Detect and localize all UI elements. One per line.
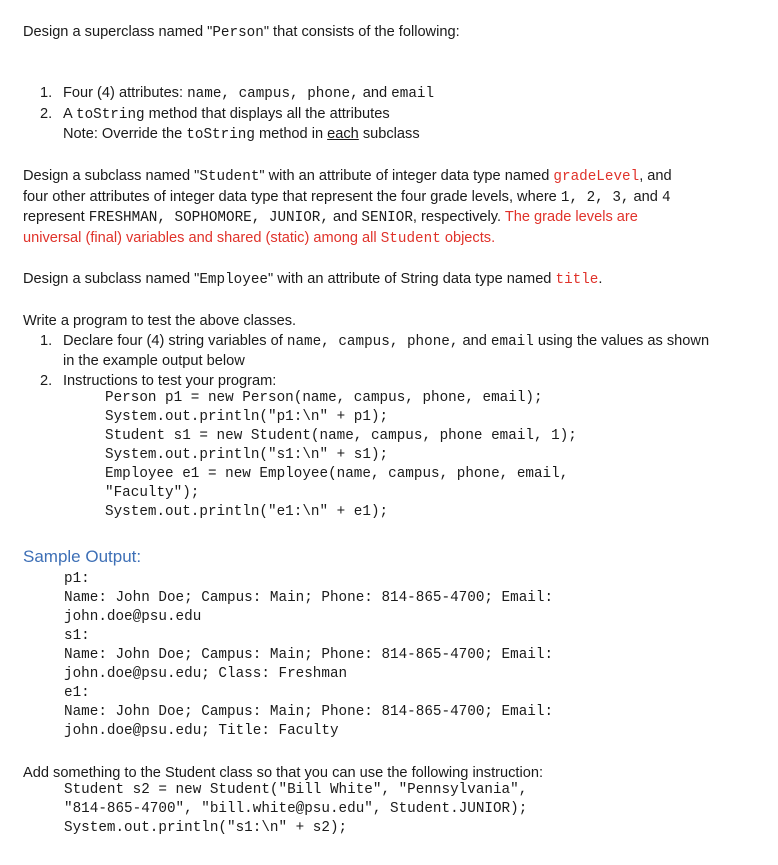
student-class-name: Student <box>199 169 260 185</box>
test-code-line-7: System.out.println("e1:\n" + e1); <box>105 504 389 520</box>
intro-text-a: Design a superclass named " <box>23 24 213 40</box>
test-code-line-6: "Faculty"); <box>105 485 200 501</box>
sample-line-8: Name: John Doe; Campus: Main; Phone: 814-865-4700; Email: <box>64 704 554 720</box>
list1-item-tostring <box>63 104 390 125</box>
attributes-and: and <box>358 85 392 101</box>
sample-line-4: s1: <box>64 628 90 644</box>
add-instruction-text: Add something to the Student class so that you can use the following instruction: <box>23 765 544 781</box>
program-heading: Write a program to test the above classes. <box>23 313 297 329</box>
sample-line-2: Name: John Doe; Campus: Main; Phone: 814-865-4700; Email: <box>64 590 554 606</box>
program-number-1: 1. <box>40 333 53 349</box>
student-l4-end: objects. <box>440 230 496 246</box>
gradelevel-code: gradeLevel <box>553 169 640 185</box>
employee-para <box>23 269 602 290</box>
test-code-line-4: System.out.println("s1:\n" + s1); <box>105 447 389 463</box>
student-para-line-3 <box>23 207 638 228</box>
note-each: each <box>327 126 359 142</box>
sample-line-3: john.doe@psu.edu <box>64 609 202 625</box>
student-l3-b: , respectively. <box>412 209 505 225</box>
attributes-code: name, campus, phone, <box>187 86 359 102</box>
note-code: toString <box>186 127 255 143</box>
student-l1-c: , and <box>639 168 672 184</box>
add-code-line-1: Student s2 = new Student("Bill White", "Pennsylvania", <box>64 782 528 798</box>
tostring-code: toString <box>75 107 145 123</box>
title-code: title <box>555 272 599 288</box>
grade-four: 4 <box>661 190 671 206</box>
note-text-b: method in <box>254 126 328 142</box>
student-l2-and: and <box>629 189 662 205</box>
sample-line-6: john.doe@psu.edu; Class: Freshman <box>64 666 348 682</box>
list1-number-1: 1. <box>40 85 53 101</box>
program-item-1 <box>63 331 709 352</box>
student-l3-and: and <box>328 209 362 225</box>
sample-line-5: Name: John Doe; Campus: Main; Phone: 814-865-4700; Email: <box>64 647 554 663</box>
tostring-text-b: method that displays all the attributes <box>144 106 390 122</box>
student-l4-code: Student <box>380 231 441 247</box>
student-l4-red: universal (final) variables and shared (static) among all <box>23 230 381 246</box>
student-l3-a: represent <box>23 209 89 225</box>
student-para-line-4 <box>23 228 495 249</box>
attributes-text: Four (4) attributes: <box>63 85 188 101</box>
program-item1-a: Declare four (4) string variables of <box>63 333 287 349</box>
employee-b: " with an attribute of String data type named <box>267 271 556 287</box>
test-code-line-1: Person p1 = new Person(name, campus, phone, email); <box>105 390 543 406</box>
employee-a: Design a subclass named " <box>23 271 200 287</box>
program-item1-b: using the values as shown <box>533 333 710 349</box>
grade-senior: SENIOR <box>361 210 413 226</box>
attributes-email: email <box>391 86 435 102</box>
note-text-a: Note: Override the <box>63 126 187 142</box>
program-item-1-line-2: in the example output below <box>63 353 245 369</box>
student-l2-a: four other attributes of integer data type that represent the four grade levels, where <box>23 189 561 205</box>
intro-text-b: " that consists of the following: <box>263 24 460 40</box>
student-l1-a: Design a subclass named " <box>23 168 200 184</box>
employee-c: . <box>598 271 603 287</box>
add-code-line-3: System.out.println("s1:\n" + s2); <box>64 820 348 836</box>
sample-output-heading: Sample Output: <box>23 547 142 566</box>
test-code-line-5: Employee e1 = new Employee(name, campus, phone, email, <box>105 466 569 482</box>
intro-line <box>23 22 460 43</box>
sample-line-1: p1: <box>64 571 90 587</box>
grade-numbers: 1, 2, 3, <box>560 190 630 206</box>
employee-class-name: Employee <box>199 272 268 288</box>
note-text-c: subclass <box>358 126 420 142</box>
override-note <box>63 124 420 145</box>
program-item-2: Instructions to test your program: <box>63 373 277 389</box>
grade-names: FRESHMAN, SOPHOMORE, JUNIOR, <box>88 210 329 226</box>
test-code-line-2: System.out.println("p1:\n" + p1); <box>105 409 389 425</box>
sample-line-7: e1: <box>64 685 90 701</box>
tostring-text-a: A <box>63 106 76 122</box>
program-number-2: 2. <box>40 373 53 389</box>
list1-item-attributes <box>63 83 434 104</box>
student-para-line-1 <box>23 166 672 187</box>
sample-line-9: john.doe@psu.edu; Title: Faculty <box>64 723 339 739</box>
program-item1-email: email <box>490 334 534 350</box>
student-l3-red: The grade levels are <box>504 209 638 225</box>
student-para-line-2 <box>23 187 671 208</box>
test-code-line-3: Student s1 = new Student(name, campus, phone email, 1); <box>105 428 577 444</box>
list1-number-2: 2. <box>40 106 53 122</box>
program-item1-and: and <box>458 333 491 349</box>
person-class-name: Person <box>212 25 264 41</box>
student-l1-b: " with an attribute of integer data type named <box>259 168 554 184</box>
program-item1-code: name, campus, phone, <box>286 334 459 350</box>
add-code-line-2: "814-865-4700", "bill.white@psu.edu", Student.JUNIOR); <box>64 801 528 817</box>
